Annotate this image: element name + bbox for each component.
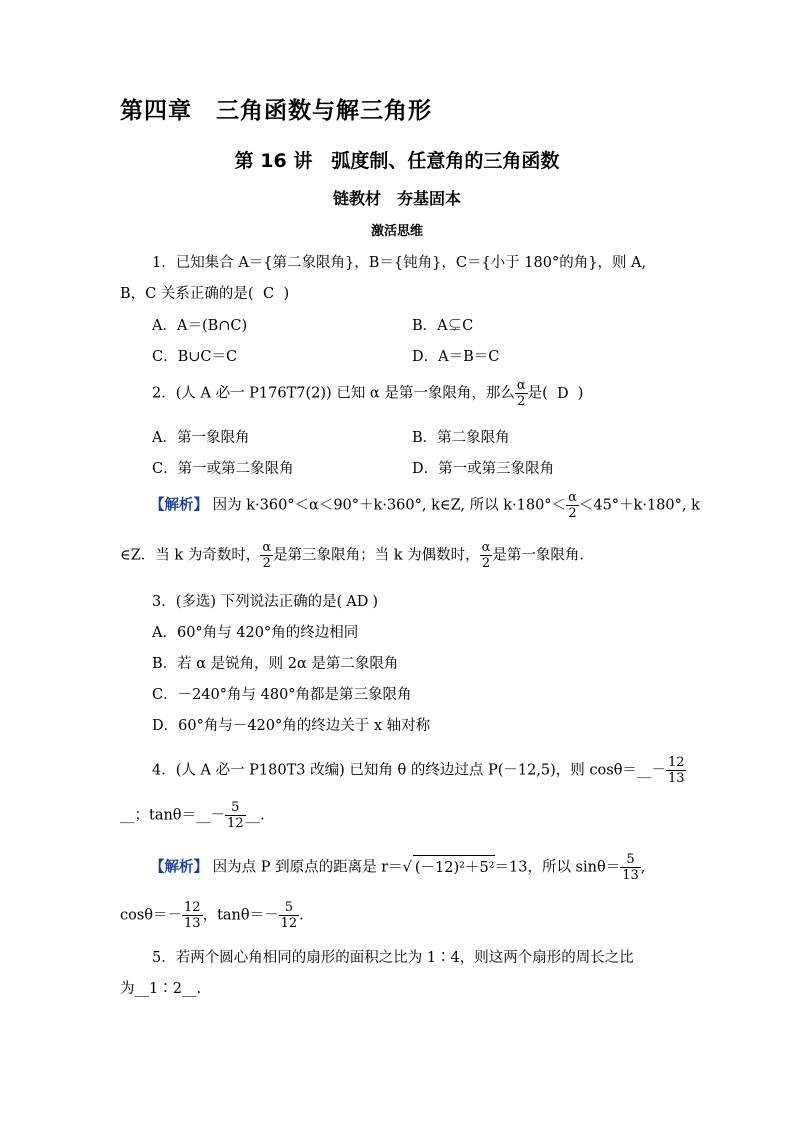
q2-option-c: C．第一或第二象限角 [152,461,294,477]
q2-analysis-line1: 【解析】 因为 k·360°＜α＜90°＋k·360°, k∈Z, 所以 k·180°＜ $\frac{\alpha}{2}$ ＜45°＋k·180°, k [150,490,700,521]
q5-answer: __1∶2__ [134,981,197,997]
q3-option-d: D．60°角与－420°角的终边关于 x 轴对称 [152,718,431,734]
q1-option-d: D．A＝B＝C [412,349,500,365]
q1-answer: C [262,286,275,302]
q3-option-a: A．60°角与 420°角的终边相同 [152,625,359,641]
q1-line1: 1．已知集合 A＝{第二象限角}，B＝{钝角}，C＝{小于 180°的角}，则 A, [152,255,647,271]
q3-option-b: B．若 α 是锐角，则 2α 是第二象限角 [152,656,399,672]
q2-fraction: $\frac{\alpha}{2}$ [516,378,526,409]
subsection-title: 激活思维 [370,224,423,239]
q4-analysis-cos-fraction: $\frac{12}{13}$ [184,900,201,931]
q4-analysis-line1: 【解析】 因为点 P 到原点的距离是 r＝√ (－12)²＋5²＝13，所以 sinθ＝ $\frac{5}{13}$ , [150,852,646,883]
q2-answer: D [556,385,569,402]
q1-line2: B，C 关系正确的是( C ) [120,286,290,302]
chapter-title: 第四章 三角函数与解三角形 [120,98,432,124]
q4-tan-fraction: $\frac{5}{12}$ [227,800,244,831]
q4-analysis-line2: cosθ＝－ $\frac{12}{13}$ ，tanθ＝－ $\frac{5}{12}$ . [120,900,304,931]
q1-option-a: A．A＝(B∩C) [152,318,248,334]
q5-line1: 5．若两个圆心角相同的扇形的面积之比为 1∶4，则这两个扇形的周长之比 [152,950,634,966]
q2-analysis-fraction: $\frac{\alpha}{2}$ [568,490,577,521]
q2-analysis-fraction-3: $\frac{\alpha}{2}$ [481,540,491,571]
q4-stem: 4．(人 A 必一 P180T3 改编) 已知角 θ 的终边过点 P(－12,5)，则 cosθ＝__－ $\frac{12}{13}$ [152,755,685,786]
q3-option-c: C．－240°角与 480°角都是第三象限角 [152,687,412,703]
q2-analysis-fraction-2: $\frac{\alpha}{2}$ [262,540,272,571]
q5-line2: 为__1∶2__. [120,981,202,997]
q3-stem: 3．(多选) 下列说法正确的是( AD ) [152,594,378,610]
q2-analysis-line2: ∈Z．当 k 为奇数时， $\frac{\alpha}{2}$ 是第三象限角；当 k 为偶数时， $\frac{\alpha}{2}$ 是第一象限角. [120,540,584,571]
q2-option-b: B．第二象限角 [412,430,510,446]
q2-option-a: A．第一象限角 [152,430,250,446]
section-title: 链教材 夯基固本 [332,189,461,208]
q1-option-b: B．A⊊C [412,318,474,334]
q3-answer: AD [346,594,369,610]
q4-cos-fraction: $\frac{12}{13}$ [667,755,685,786]
q4-analysis-sin-fraction: $\frac{5}{13}$ [622,852,639,883]
analysis-tag: 【解析】 [150,858,208,876]
q2-stem: 2．(人 A 必一 P176T7(2)) 已知 α 是第一象限角，那么 $\frac{\alpha}{2}$ 是( D ) [152,378,584,409]
lesson-title: 第 16 讲 弧度制、任意角的三角函数 [234,150,560,172]
sqrt-content: (－12)²＋5² [413,855,495,877]
q4-analysis-tan-fraction: $\frac{5}{12}$ [280,900,298,931]
q4-line2: __；tanθ＝__－ $\frac{5}{12}$ __. [120,800,265,831]
q1-option-c: C．B∪C＝C [152,349,238,365]
sqrt-sign: √ [402,859,412,876]
q2-option-d: D．第一或第三象限角 [412,461,555,477]
analysis-tag: 【解析】 [150,496,208,514]
